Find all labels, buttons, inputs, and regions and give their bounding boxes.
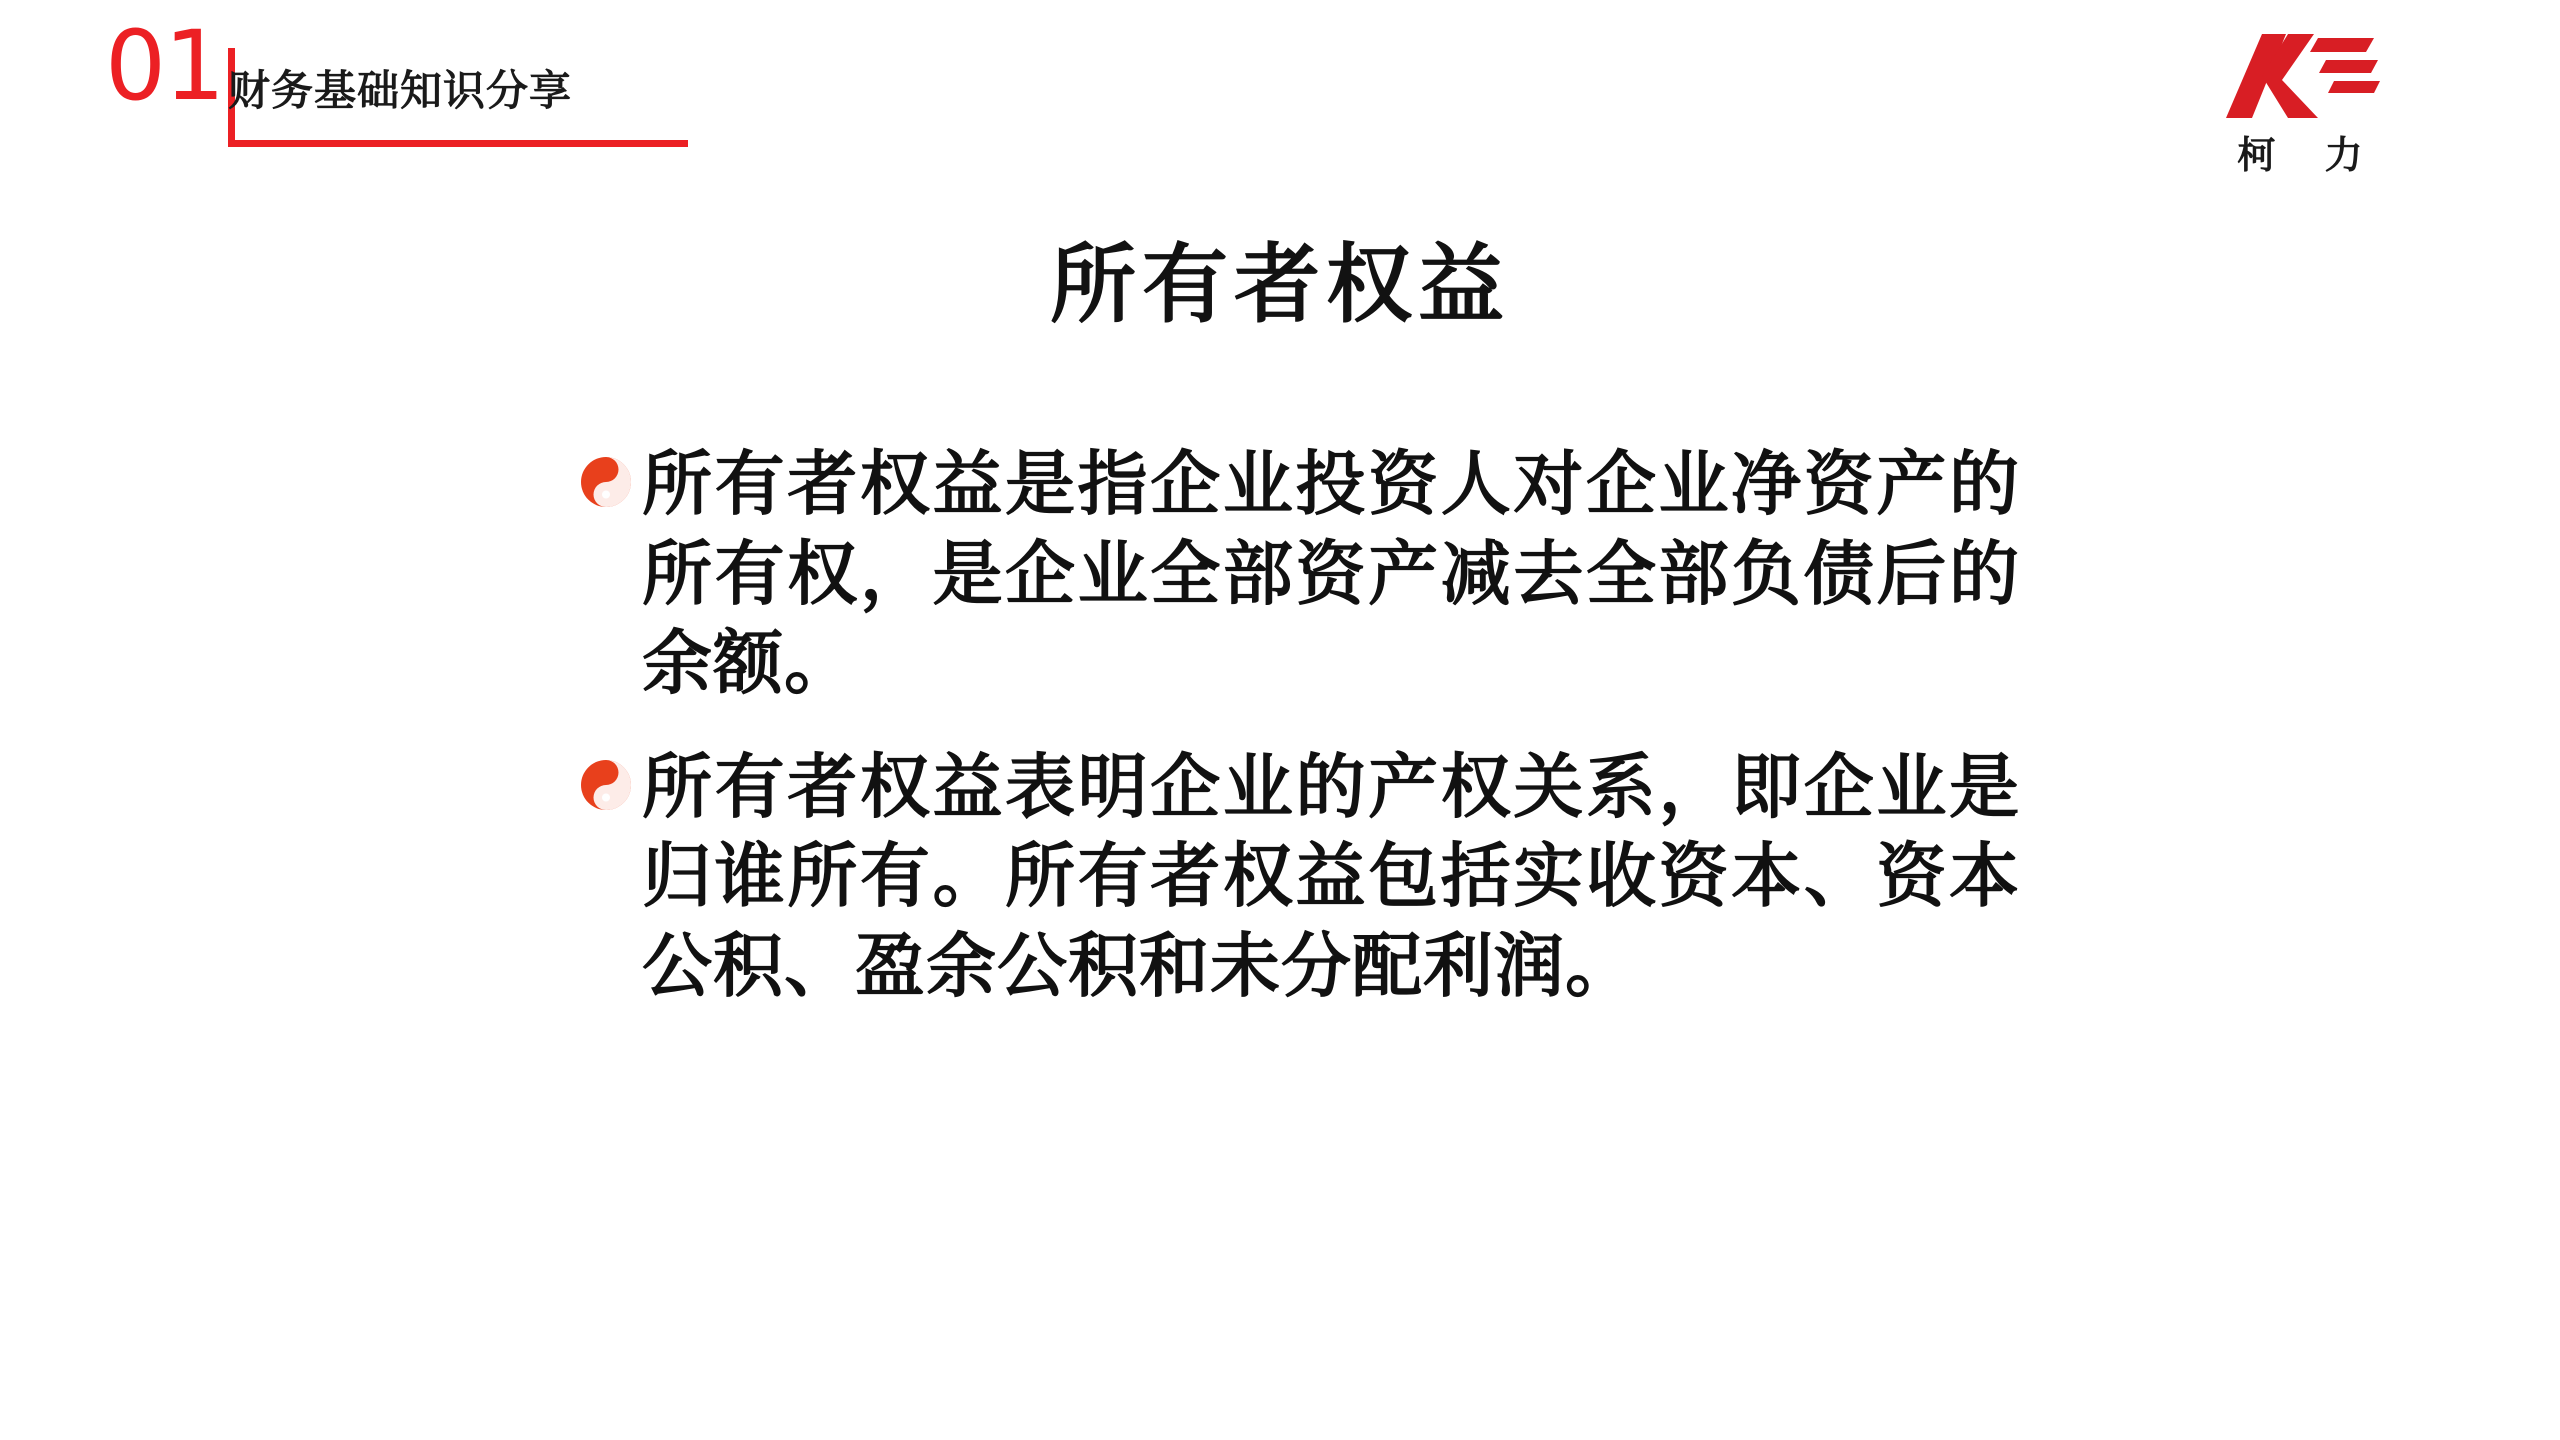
logo-wordmark: 柯 力: [2237, 133, 2381, 177]
header-underline: [228, 140, 688, 147]
section-title: 财务基础知识分享: [228, 66, 573, 115]
keli-logo-icon: [2222, 30, 2382, 122]
list-item: [580, 440, 2020, 709]
slide-body: [580, 440, 2020, 1046]
taiji-bullet-icon: [580, 759, 632, 811]
bullet-text: 所有者权益表明企业的产权关系，即企业是归谁所有。所有者权益包括实收资本、资本公积、盈余公积和未分配利润。: [642, 745, 2020, 1007]
slide-header: [0, 0, 2560, 180]
slide-title: 所有者权益: [1050, 235, 1510, 335]
section-number: 01: [105, 10, 224, 122]
bullet-text: 所有者权益是指企业投资人对企业净资产的所有权，是企业全部资产减去全部负债后的余额。: [642, 443, 2020, 705]
taiji-bullet-icon: [580, 456, 632, 508]
list-item: [580, 743, 2020, 1012]
brand-logo: [2170, 30, 2430, 177]
